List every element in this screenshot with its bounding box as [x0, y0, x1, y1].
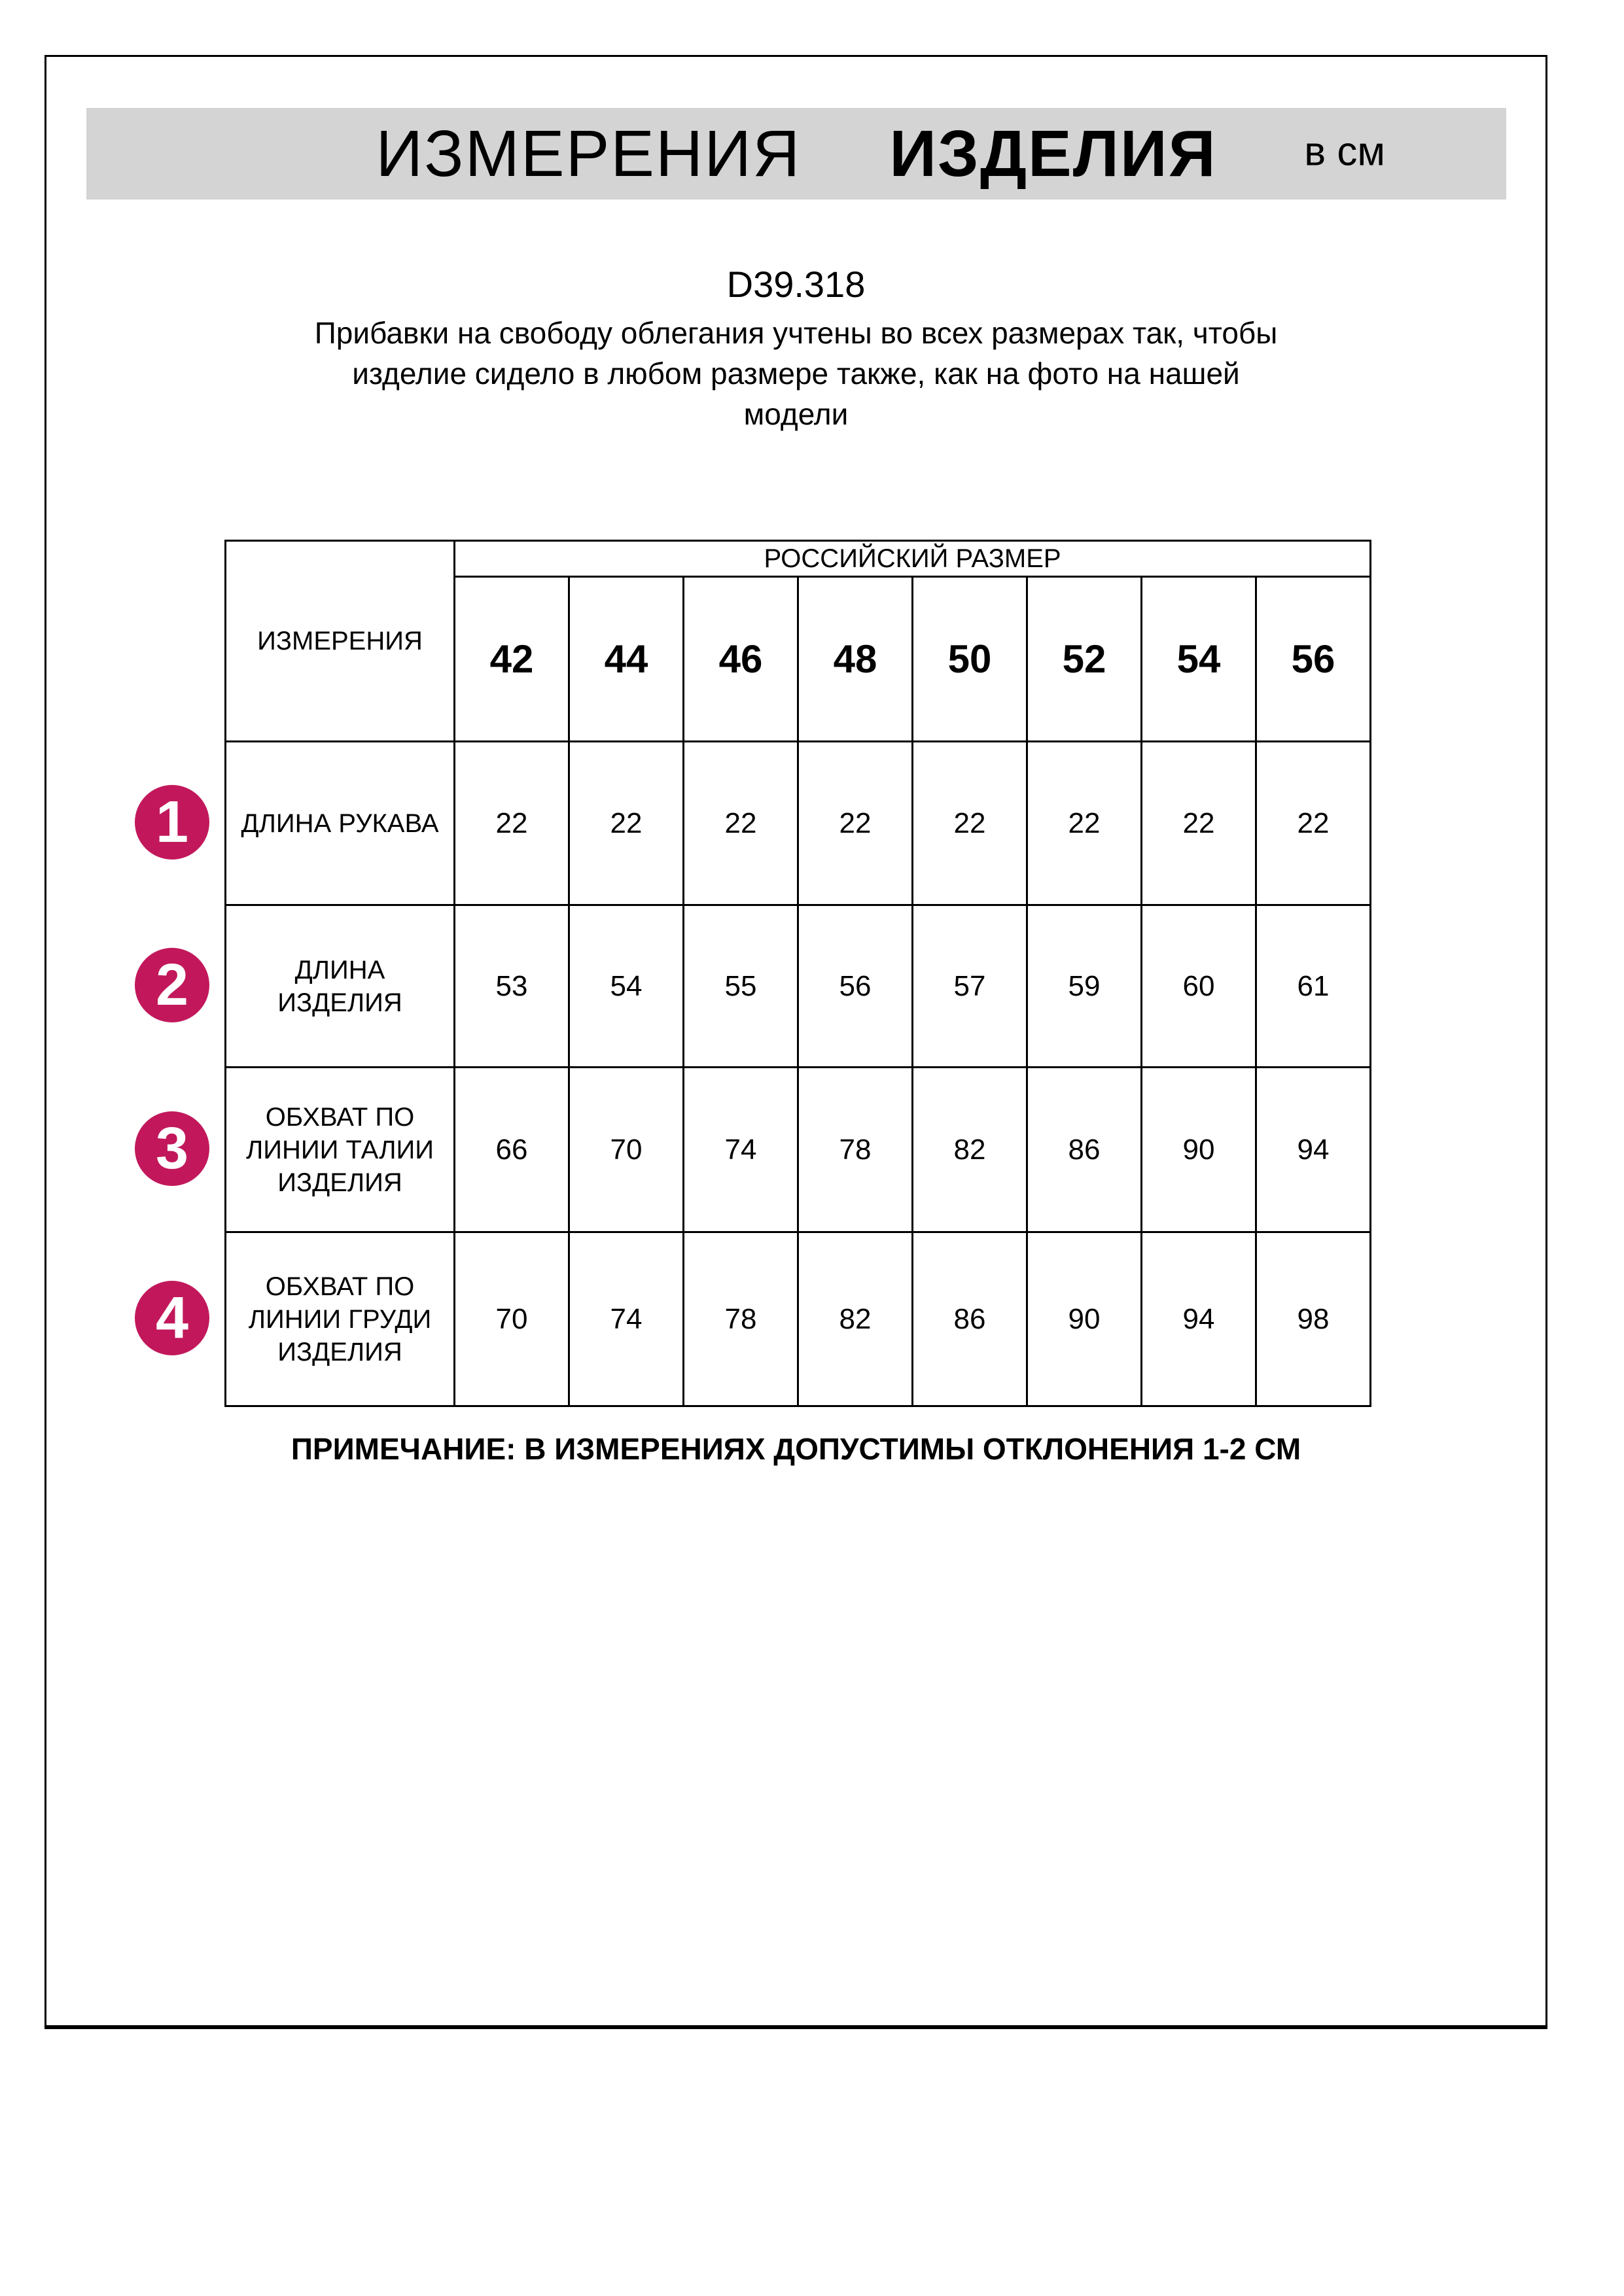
table-row-chest-girth	[226, 1232, 1371, 1406]
size-col-header: 54	[1142, 577, 1256, 742]
size-col-header: 48	[798, 577, 913, 742]
size-col-header: 56	[1256, 577, 1371, 742]
cell-value: 57	[913, 905, 1027, 1068]
cell-value: 90	[1142, 1068, 1256, 1232]
row-label: ОБХВАТ ПО ЛИНИИ ТАЛИИ ИЗДЕЛИЯ	[226, 1068, 455, 1232]
cell-value: 74	[684, 1068, 798, 1232]
size-table	[224, 540, 1371, 1407]
title-measurements: ИЗМЕРЕНИЯ	[376, 116, 802, 190]
cell-value: 86	[1027, 1068, 1142, 1232]
cell-value: 61	[1256, 905, 1371, 1068]
measurements-corner-cell: ИЗМЕРЕНИЯ	[226, 541, 455, 742]
row-number-badge-1: 1	[135, 785, 209, 860]
cell-value: 53	[455, 905, 569, 1068]
table-row-waist-girth	[226, 1068, 1371, 1232]
cell-value: 86	[913, 1232, 1027, 1406]
cell-value: 22	[455, 742, 569, 905]
title-banner	[86, 108, 1506, 200]
cell-value: 94	[1256, 1068, 1371, 1232]
cell-value: 56	[798, 905, 913, 1068]
size-col-header: 44	[569, 577, 684, 742]
table-row-sleeve-length	[226, 742, 1371, 905]
row-label: ОБХВАТ ПО ЛИНИИ ГРУДИ ИЗДЕЛИЯ	[226, 1232, 455, 1406]
cell-value: 22	[798, 742, 913, 905]
row-number-badge-3: 3	[135, 1111, 209, 1186]
cell-value: 78	[798, 1068, 913, 1232]
cell-value: 82	[798, 1232, 913, 1406]
cell-value: 22	[1142, 742, 1256, 905]
cell-value: 22	[1256, 742, 1371, 905]
title-units: в см	[1304, 129, 1385, 175]
row-label: ДЛИНА ИЗДЕЛИЯ	[226, 905, 455, 1068]
note-text: ПРИМЕЧАНИЕ: В ИЗМЕРЕНИЯХ ДОПУСТИМЫ ОТКЛОНЕНИЯ 1-2 СМ	[291, 1432, 1301, 1466]
cell-value: 22	[1027, 742, 1142, 905]
cell-value: 70	[455, 1232, 569, 1406]
cell-value: 82	[913, 1068, 1027, 1232]
size-col-header: 42	[455, 577, 569, 742]
size-col-header: 46	[684, 577, 798, 742]
cell-value: 78	[684, 1232, 798, 1406]
row-number-badge-2: 2	[135, 948, 209, 1022]
cell-value: 70	[569, 1068, 684, 1232]
cell-value: 22	[684, 742, 798, 905]
table-row-item-length	[226, 905, 1371, 1068]
cell-value: 55	[684, 905, 798, 1068]
row-number-badge-4: 4	[135, 1281, 209, 1355]
cell-value: 22	[569, 742, 684, 905]
russian-size-header: РОССИЙСКИЙ РАЗМЕР	[455, 541, 1371, 577]
cell-value: 74	[569, 1232, 684, 1406]
cell-value: 94	[1142, 1232, 1256, 1406]
cell-value: 60	[1142, 905, 1256, 1068]
intro-paragraph: Прибавки на свободу облегания учтены во всех размерах так, чтобы изделие сидело в любом размере также, как на фото на нашей модели	[314, 316, 1278, 431]
cell-value: 59	[1027, 905, 1142, 1068]
cell-value: 98	[1256, 1232, 1371, 1406]
cell-value: 22	[913, 742, 1027, 905]
cell-value: 90	[1027, 1232, 1142, 1406]
cell-value: 54	[569, 905, 684, 1068]
cell-value: 66	[455, 1068, 569, 1232]
title-product: ИЗДЕЛИЯ	[889, 116, 1217, 190]
size-col-header: 50	[913, 577, 1027, 742]
row-label: ДЛИНА РУКАВА	[226, 742, 455, 905]
product-code: D39.318	[726, 264, 866, 305]
size-col-header: 52	[1027, 577, 1142, 742]
